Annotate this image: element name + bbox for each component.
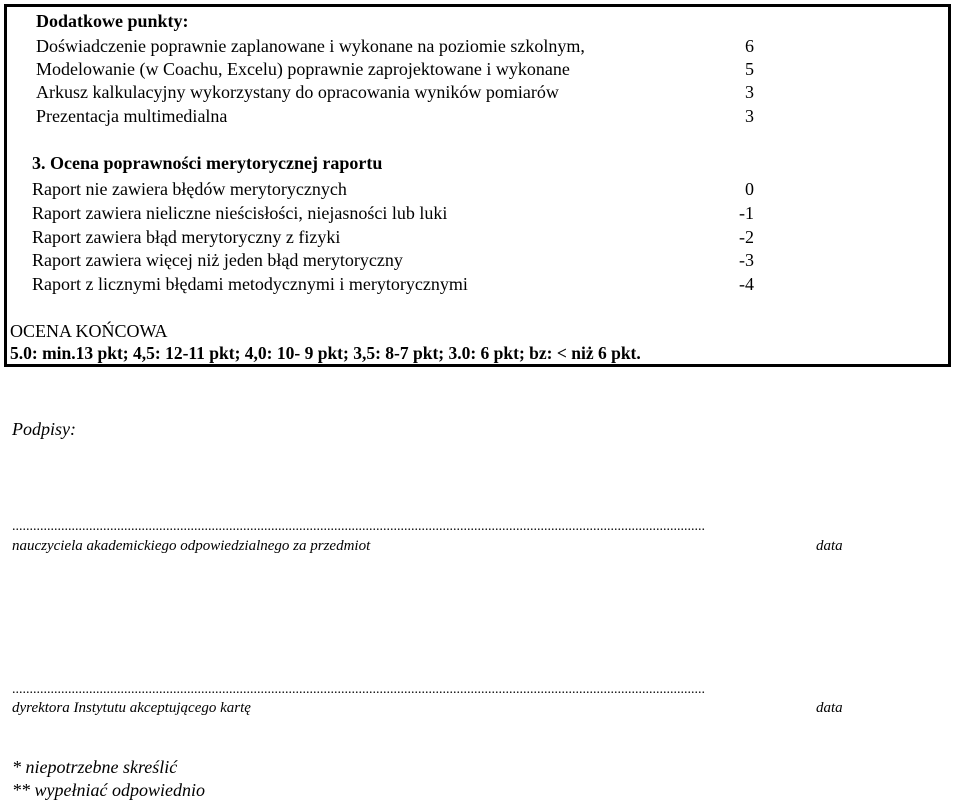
- section-3-item-points: -2: [739, 227, 754, 247]
- section-3-item-points: -1: [739, 203, 754, 223]
- additional-item-points: 6: [745, 36, 754, 56]
- signature-line-director: ......................................................................................................................................................................................................: [12, 683, 705, 697]
- section-3-item-label: Raport z licznymi błędami metodycznymi i merytorycznymi: [32, 274, 468, 294]
- section-3-item-points: -3: [739, 250, 754, 270]
- section-3-item-label: Raport zawiera błąd merytoryczny z fizyki: [32, 227, 341, 247]
- additional-points-title: Dodatkowe punkty:: [36, 11, 189, 31]
- section-3-item-points: 0: [745, 179, 754, 199]
- additional-item-label: Modelowanie (w Coachu, Excelu) poprawnie zaprojektowane i wykonane: [36, 59, 570, 79]
- final-grade-label: OCENA KOŃCOWA: [10, 321, 168, 341]
- additional-item-label: Prezentacja multimedialna: [36, 106, 228, 126]
- additional-item-label: Arkusz kalkulacyjny wykorzystany do opracowania wyników pomiarów: [36, 82, 559, 102]
- teacher-signature-label: nauczyciela akademickiego odpowiedzialnego za przedmiot: [12, 538, 371, 554]
- footnote-two: ** wypełniać odpowiednio: [12, 780, 205, 800]
- signatures-heading: Podpisy:: [12, 419, 76, 439]
- footnote-one: * niepotrzebne skreślić: [12, 757, 178, 777]
- section-3-item-points: -4: [739, 274, 754, 294]
- additional-item-points: 5: [745, 59, 754, 79]
- section-3-item-label: Raport nie zawiera błędów merytorycznych: [32, 179, 347, 199]
- director-date-label: data: [816, 700, 843, 716]
- section-3-item-label: Raport zawiera więcej niż jeden błąd merytoryczny: [32, 250, 403, 270]
- director-signature-label: dyrektora Instytutu akceptującego kartę: [12, 700, 251, 716]
- additional-item-points: 3: [745, 106, 754, 126]
- section-3-item-label: Raport zawiera nieliczne nieścisłości, niejasności lub luki: [32, 203, 448, 223]
- final-grade-scale: 5.0: min.13 pkt; 4,5: 12-11 pkt; 4,0: 10- 9 pkt; 3,5: 8-7 pkt; 3.0: 6 pkt; bz: < niż 6 pkt.: [10, 343, 641, 363]
- additional-item-points: 3: [745, 82, 754, 102]
- teacher-date-label: data: [816, 538, 843, 554]
- section-3-title: 3. Ocena poprawności merytorycznej raportu: [32, 153, 383, 173]
- signature-line-teacher: ......................................................................................................................................................................................................: [12, 520, 705, 534]
- additional-item-label: Doświadczenie poprawnie zaplanowane i wykonane na poziomie szkolnym,: [36, 36, 585, 56]
